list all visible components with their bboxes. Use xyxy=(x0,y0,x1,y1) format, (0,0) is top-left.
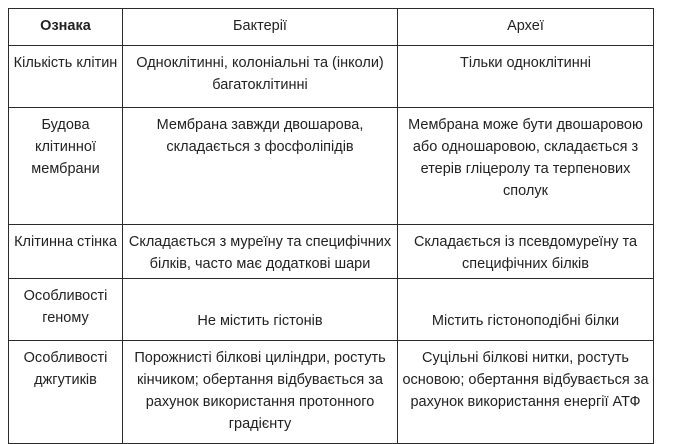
row-archaea-cell: Мембрана може бути двошаровою або одношаровою, складається з етерів гліцеролу та терпенових сполук xyxy=(398,108,654,225)
table-row xyxy=(9,225,654,279)
row-archaea-cell: Тільки одноклітинні xyxy=(398,46,654,108)
row-feature-cell: Особливості джгутиків xyxy=(9,341,123,444)
row-feature-cell: Клітинна стінка xyxy=(9,225,123,279)
row-bacteria-cell: Складається з муреїну та специфічних білків, часто має додаткові шари xyxy=(123,225,398,279)
row-feature-cell: Будова клітинної мембрани xyxy=(9,108,123,225)
header-archaea: Археї xyxy=(398,9,654,46)
row-archaea-cell: Містить гістоноподібні білки xyxy=(398,279,654,341)
header-feature: Ознака xyxy=(9,9,123,46)
comparison-table xyxy=(8,8,654,444)
table-row xyxy=(9,341,654,444)
table-row xyxy=(9,279,654,341)
row-bacteria-cell: Мембрана завжди двошарова, складається з фосфоліпідів xyxy=(123,108,398,225)
row-bacteria-cell: Не містить гістонів xyxy=(123,279,398,341)
header-bacteria: Бактерії xyxy=(123,9,398,46)
table-header-row xyxy=(9,9,654,46)
table-row xyxy=(9,108,654,225)
row-bacteria-cell: Порожнисті білкові циліндри, ростуть кінчиком; обертання відбувається за рахунок використання протонного градієнту xyxy=(123,341,398,444)
row-archaea-cell: Складається із псевдомуреїну та специфічних білків xyxy=(398,225,654,279)
row-archaea-cell: Суцільні білкові нитки, ростуть основою; обертання відбувається за рахунок використання енергії АТФ xyxy=(398,341,654,444)
row-feature-cell: Особливості геному xyxy=(9,279,123,341)
row-bacteria-cell: Одноклітинні, колоніальні та (інколи) багатоклітинні xyxy=(123,46,398,108)
row-feature-cell: Кількість клітин xyxy=(9,46,123,108)
table-row xyxy=(9,46,654,108)
